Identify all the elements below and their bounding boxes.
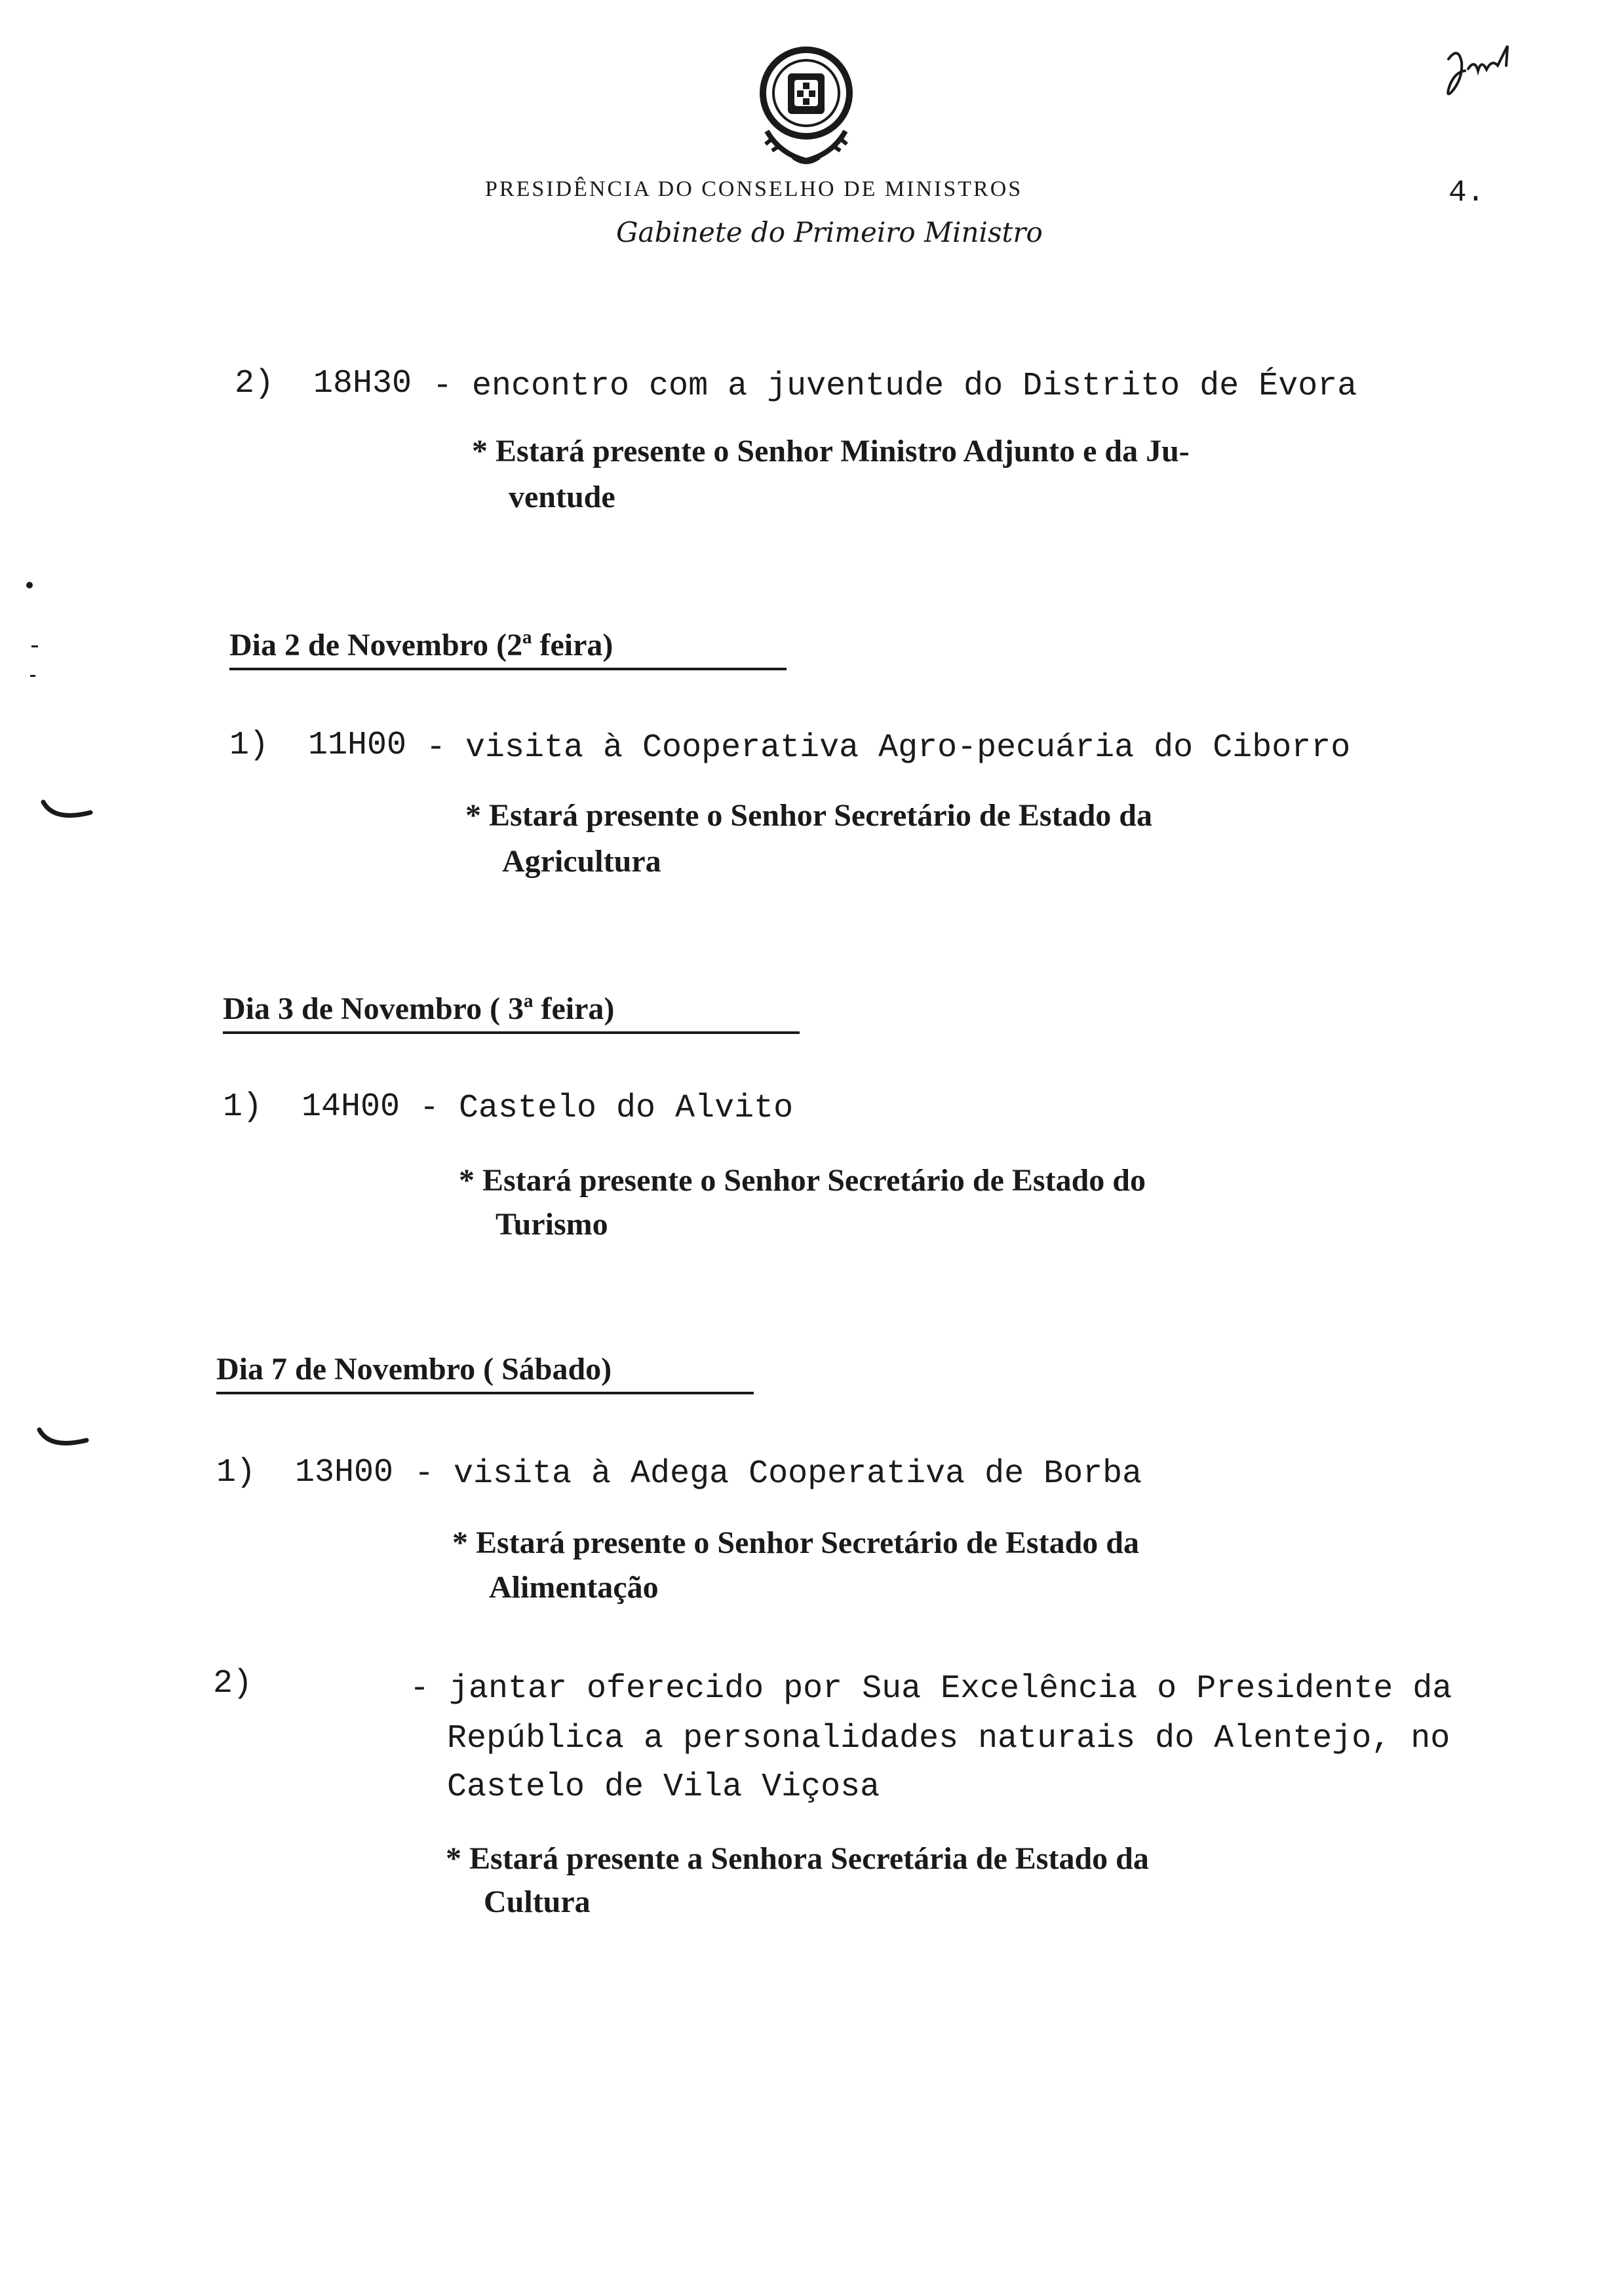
item-description: - visita à Adega Cooperativa de Borba [414, 1455, 1142, 1493]
item-time: 13H00 [295, 1454, 394, 1491]
item-number: 1) [223, 1088, 263, 1126]
day-heading: Dia 2 de Novembro (2ª feira) [229, 626, 787, 670]
item-description: - visita à Cooperativa Agro-pecuária do Ciborro [426, 729, 1351, 767]
attendee-note-cont: ventude [509, 480, 615, 514]
item-description-cont: Castelo de Vila Viçosa [447, 1769, 880, 1806]
attendee-note-cont: Agricultura [502, 844, 661, 879]
item-description-cont: República a personalidades naturais do Alentejo, no [447, 1720, 1450, 1757]
item-description: - jantar oferecido por Sua Excelência o Presidente da [410, 1670, 1452, 1708]
margin-dash-mark [30, 675, 35, 677]
margin-dash-mark [31, 645, 38, 647]
attendee-note-cont: Cultura [484, 1885, 591, 1919]
day-heading: Dia 3 de Novembro ( 3ª feira) [223, 989, 800, 1034]
item-description: - Castelo do Alvito [419, 1090, 794, 1127]
item-time: 14H00 [302, 1088, 400, 1126]
institution-title: PRESIDÊNCIA DO CONSELHO DE MINISTROS [485, 177, 1023, 201]
office-subtitle: Gabinete do Primeiro Ministro [616, 216, 1043, 248]
attendee-note-cont: Alimentação [489, 1570, 659, 1605]
item-number: 1) [216, 1454, 256, 1491]
margin-check-mark [37, 1426, 89, 1455]
item-time: 18H30 [313, 365, 412, 402]
item-time: 11H00 [308, 727, 407, 764]
attendee-note: * Estará presente o Senhor Secretário de Estado da [452, 1525, 1139, 1560]
item-number: 2) [213, 1665, 253, 1702]
attendee-note-cont: Turismo [496, 1207, 608, 1242]
attendee-note: * Estará presente o Senhor Secretário de Estado do [459, 1163, 1146, 1198]
margin-check-mark [41, 798, 93, 828]
attendee-note: * Estará presente a Senhora Secretária de Estado da [446, 1841, 1149, 1876]
attendee-note: * Estará presente o Senhor Ministro Adjunto e da Ju- [472, 434, 1190, 469]
page-number: 4. [1449, 176, 1485, 210]
item-description: - encontro com a juventude do Distrito de Évora [433, 368, 1357, 405]
attendee-note: * Estará presente o Senhor Secretário de Estado da [465, 798, 1152, 833]
margin-dot-mark [26, 582, 33, 588]
day-heading: Dia 7 de Novembro ( Sábado) [216, 1350, 754, 1394]
handwritten-initials [1435, 39, 1527, 105]
coat-of-arms-emblem [741, 39, 872, 170]
item-number: 1) [229, 727, 269, 764]
item-number: 2) [235, 365, 275, 402]
